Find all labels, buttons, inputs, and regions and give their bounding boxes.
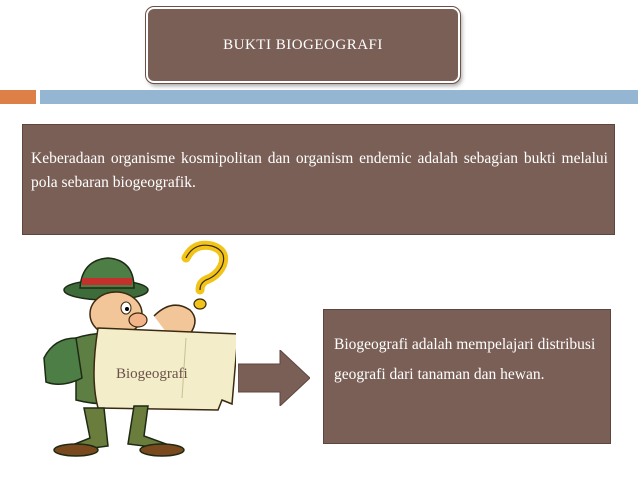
map-label: Biogeografi bbox=[116, 366, 188, 382]
accent-bar-orange bbox=[0, 90, 36, 104]
confused-explorer-with-map-icon bbox=[36, 238, 236, 458]
slide-title: BUKTI BIOGEOGRAFI bbox=[223, 36, 383, 53]
right-arrow-icon bbox=[238, 350, 310, 406]
accent-bar-blue bbox=[40, 90, 638, 104]
title-box bbox=[146, 7, 460, 83]
definition-box bbox=[323, 309, 611, 444]
definition-text: Biogeografi adalah mempelajari distribusi geografi dari tanaman dan hewan. bbox=[334, 336, 596, 383]
statement-text: Keberadaan organisme kosmipolitan dan organism endemic adalah sebagian bukti melalui pola sebaran biogeografik. bbox=[31, 150, 608, 191]
statement-box bbox=[22, 124, 615, 235]
